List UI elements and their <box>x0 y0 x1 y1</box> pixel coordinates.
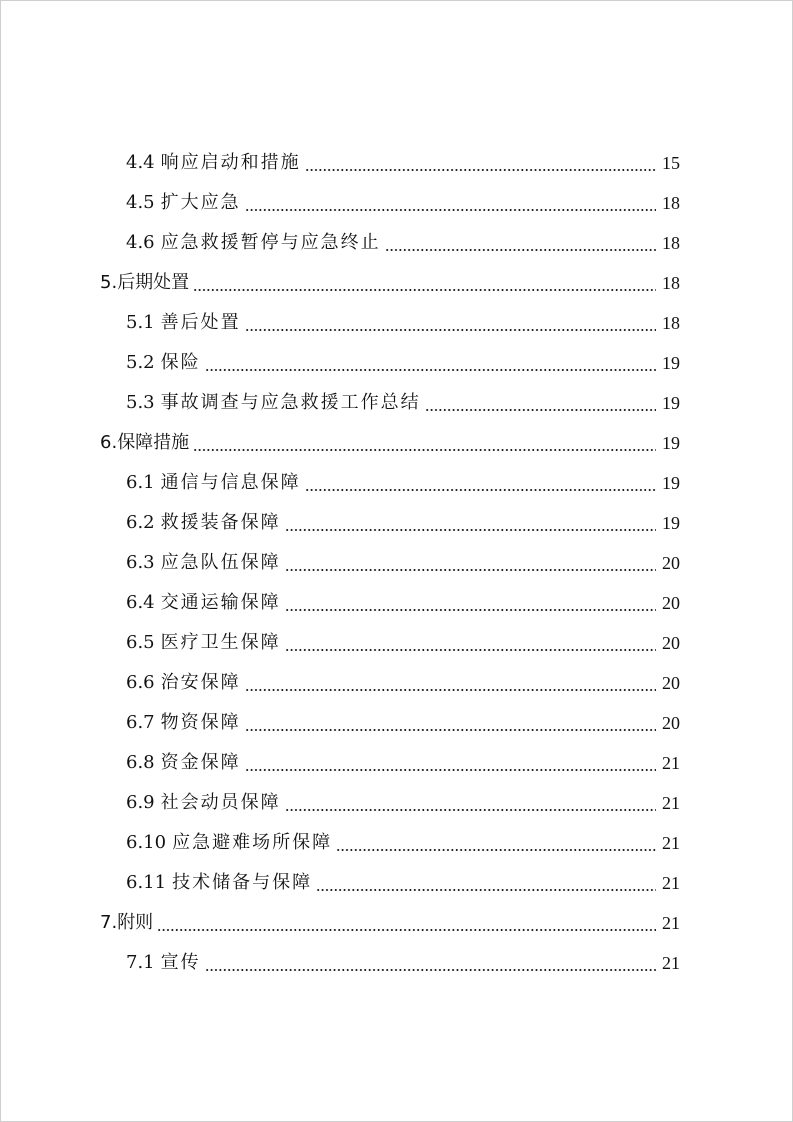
toc-entry-title: 应急队伍保障 <box>160 552 281 573</box>
toc-entry[interactable] <box>0 463 680 503</box>
toc-entry[interactable] <box>0 703 680 743</box>
toc-entry-title: 保险 <box>160 352 201 373</box>
toc-entry-page-number: 19 <box>662 433 680 453</box>
toc-entry[interactable] <box>0 903 680 943</box>
toc-entry-number: 6.4 <box>126 592 155 613</box>
toc-entry-title: 响应启动和措施 <box>160 152 301 173</box>
toc-entry-page-number: 21 <box>662 873 680 893</box>
toc-entry[interactable] <box>0 943 680 983</box>
toc-entry-page-number: 19 <box>662 353 680 373</box>
toc-entry[interactable] <box>0 423 680 463</box>
toc-entry-number: 6.3 <box>126 552 155 573</box>
toc-entry-number: 5.1 <box>126 312 155 333</box>
toc-dot-leader <box>193 289 656 291</box>
toc-dot-leader <box>285 649 656 651</box>
toc-entry-page-number: 20 <box>662 673 680 693</box>
toc-entry-page-number: 18 <box>662 273 680 293</box>
toc-entry[interactable] <box>0 623 680 663</box>
toc-entry-title: 后期处置 <box>117 272 190 293</box>
toc-entry-number: 6.9 <box>126 792 155 813</box>
toc-entry-page-number: 20 <box>662 713 680 733</box>
toc-entry-title: 治安保障 <box>160 672 241 693</box>
toc-dot-leader <box>245 729 656 731</box>
toc-entry-number: 6.1 <box>126 472 155 493</box>
toc-entry-page-number: 18 <box>662 193 680 213</box>
toc-entry[interactable] <box>0 863 680 903</box>
toc-dot-leader <box>285 609 656 611</box>
toc-dot-leader <box>316 889 656 891</box>
toc-entry-title: 通信与信息保障 <box>160 472 301 493</box>
toc-entry-number: 6.5 <box>126 632 155 653</box>
toc-entry-page-number: 21 <box>662 913 680 933</box>
toc-entry-title: 交通运输保障 <box>160 592 281 613</box>
toc-entry[interactable] <box>0 823 680 863</box>
toc-entry-number: 4.4 <box>126 152 155 173</box>
toc-entry[interactable] <box>0 743 680 783</box>
toc-entry-page-number: 19 <box>662 473 680 493</box>
toc-dot-leader <box>305 169 656 171</box>
toc-entry-page-number: 21 <box>662 833 680 853</box>
toc-entry-page-number: 20 <box>662 593 680 613</box>
toc-entry[interactable] <box>0 503 680 543</box>
toc-entry-title: 医疗卫生保障 <box>160 632 281 653</box>
toc-entry-number: 6.10 <box>126 832 167 853</box>
toc-dot-leader <box>245 329 656 331</box>
toc-dot-leader <box>285 809 656 811</box>
toc-entry-page-number: 21 <box>662 953 680 973</box>
toc-entry-number: 6.2 <box>126 512 155 533</box>
toc-entry[interactable] <box>0 343 680 383</box>
toc-entry[interactable] <box>0 383 680 423</box>
toc-dot-leader <box>205 369 656 371</box>
toc-dot-leader <box>245 769 656 771</box>
toc-entry-number: 6.7 <box>126 712 155 733</box>
toc-entry-title: 技术储备与保障 <box>172 872 313 893</box>
toc-dot-leader <box>385 249 656 251</box>
toc-entry-page-number: 21 <box>662 793 680 813</box>
toc-entry-page-number: 20 <box>662 553 680 573</box>
toc-entry[interactable] <box>0 543 680 583</box>
toc-entry-number: 5.3 <box>126 392 155 413</box>
toc-entry-number: 4.6 <box>126 232 155 253</box>
toc-entry-number: 6. <box>100 432 118 453</box>
toc-entry-page-number: 15 <box>662 153 680 173</box>
toc-entry-page-number: 18 <box>662 313 680 333</box>
toc-dot-leader <box>285 529 656 531</box>
toc-entry-page-number: 20 <box>662 633 680 653</box>
toc-entry[interactable] <box>0 583 680 623</box>
toc-entry[interactable] <box>0 263 680 303</box>
toc-entry-number: 4.5 <box>126 192 155 213</box>
toc-entry-title: 附则 <box>117 912 154 933</box>
toc-entry-title: 应急救援暂停与应急终止 <box>160 232 381 253</box>
toc-entry-title: 物资保障 <box>160 712 241 733</box>
toc-entry-title: 事故调查与应急救援工作总结 <box>160 392 421 413</box>
toc-dot-leader <box>305 489 656 491</box>
toc-entry-title: 社会动员保障 <box>160 792 281 813</box>
toc-entry[interactable] <box>0 663 680 703</box>
toc-dot-leader <box>193 449 656 451</box>
toc-dot-leader <box>157 929 656 931</box>
toc-entry-number: 6.6 <box>126 672 155 693</box>
toc-entry-number: 6.8 <box>126 752 155 773</box>
toc-entry-title: 救援装备保障 <box>160 512 281 533</box>
toc-entry-page-number: 21 <box>662 753 680 773</box>
toc-dot-leader <box>285 569 656 571</box>
toc-entry[interactable] <box>0 303 680 343</box>
toc-entry-number: 6.11 <box>126 872 167 893</box>
toc-entry-title: 善后处置 <box>160 312 241 333</box>
toc-entry[interactable] <box>0 183 680 223</box>
toc-entry-page-number: 19 <box>662 513 680 533</box>
toc-entry[interactable] <box>0 783 680 823</box>
toc-entry-number: 7.1 <box>126 952 155 973</box>
toc-entry-page-number: 18 <box>662 233 680 253</box>
toc-entry-number: 7. <box>100 912 118 933</box>
toc-dot-leader <box>336 849 656 851</box>
toc-entry-page-number: 19 <box>662 393 680 413</box>
toc-entry-title: 资金保障 <box>160 752 241 773</box>
toc-entry-title: 扩大应急 <box>160 192 241 213</box>
toc-entry[interactable] <box>0 223 680 263</box>
toc-dot-leader <box>205 969 656 971</box>
toc-entry-title: 宣传 <box>160 952 201 973</box>
toc-dot-leader <box>425 409 656 411</box>
toc-entry-title: 保障措施 <box>117 432 190 453</box>
toc-entry-number: 5.2 <box>126 352 155 373</box>
toc-dot-leader <box>245 689 656 691</box>
toc-entry-number: 5. <box>100 272 118 293</box>
toc-entry[interactable] <box>0 143 680 183</box>
table-of-contents <box>0 143 793 983</box>
toc-dot-leader <box>245 209 656 211</box>
toc-entry-title: 应急避难场所保障 <box>172 832 333 853</box>
